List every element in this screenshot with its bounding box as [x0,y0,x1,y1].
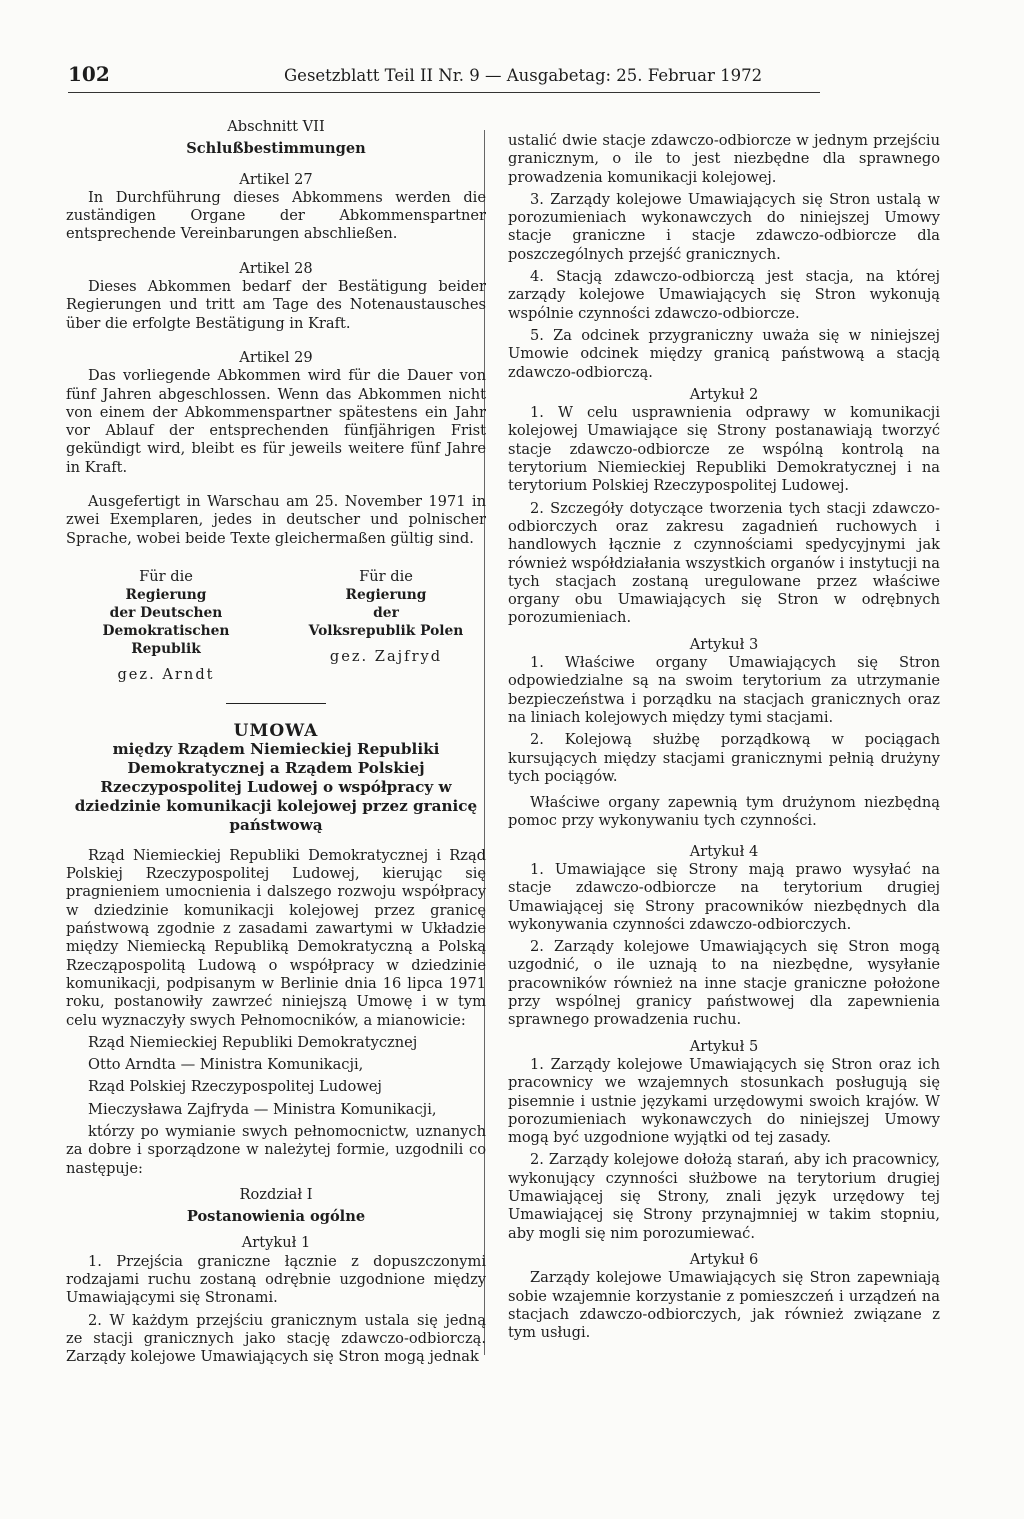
signature-gdr-line1: Regierung [125,587,207,604]
page-header [68,62,763,92]
umowa-subtitle: między Rządem Niemieckiej Republiki Demokratycznej a Rządem Polskiej Rzeczypospolitej Ludowej o współpracy w dziedzinie komunikacji kolejowej przez granicę państwową [74,739,478,834]
signature-poland-for: Für die [359,567,413,585]
plenipotentiary-4: Mieczysława Zajfryda — Ministra Komunikacji, [88,1100,437,1118]
signature-poland-line2: der [373,605,399,622]
article-1-title: Artykuł 1 [241,1234,311,1252]
article-28-text: Dieses Abkommen bedarf der Bestätigung beider Regierungen und tritt am Tage des Notenaustausches über die erfolgte Bestätigung in Kraft. [66,278,486,332]
page-number: 102 [68,62,110,86]
article-1-para-4: 4. Stacją zdawczo-odbiorczą jest stacja, na której zarządy kolejowe Umawiających się Stron wykonują wspólnie czynności zdawczo-odbiorcze. [508,268,940,322]
plenipotentiary-3: Rząd Polskiej Rzeczypospolitej Ludowej [88,1078,382,1096]
signature-poland-line1: Regierung [345,587,427,604]
article-1-para-5: 5. Za odcinek przygraniczny uważa się w niniejszej Umowie odcinek między granicą państwową a stacją zdawczo-odbiorczą. [508,326,940,381]
signature-block [66,568,486,685]
section-title: Abschnitt VII [227,118,325,135]
section-subtitle: Schlußbestimmungen [186,140,366,158]
chapter-number: Rozdział I [239,1185,313,1203]
article-4-para-2: 2. Zarządy kolejowe Umawiających się Stron mogą uzgodnić, o ile uznają to na niezbędne, wysyłanie pracowników również na inne stacje graniczne położone przy wspólnej granicy państwowej dla zapewnienia sprawnego prowadzenia ruchu. [508,938,940,1029]
article-1-para-2: 2. W każdym przejściu granicznym ustala się jedną ze stacji granicznych jako stację zdawczo-odbiorczą. Zarządy kolejowe Umawiających się Stron mogą jednak [66,1311,486,1366]
right-column [508,132,940,1342]
plenipotentiary-2: Otto Arndta — Ministra Komunikacji, [88,1056,364,1074]
article-5-para-1: 1. Zarządy kolejowe Umawiających się Stron oraz ich pracownicy we wzajemnych stosunkach posługują się pisemnie i ustnie językami urzędowymi swoich krajów. W porozumieniach wykonawczych do niniejszej Umowy mogą być uzgodnione wyjątki od tej zasady. [508,1055,940,1147]
article-4-para-1: 1. Umawiające się Strony mają prawo wysyłać na stacje zdawczo-odbiorcze na terytorium drugiej Umawiającej się Strony pracowników niezbędnych dla wykonywania czynności zdawczo-odbiorczych. [508,860,940,933]
article-28-title: Artikel 28 [239,259,313,277]
article-5-title: Artykuł 5 [689,1037,759,1055]
signature-poland-gez: gez. Zajfryd [329,648,443,666]
article-4-title: Artykuł 4 [689,842,759,860]
article-3-title: Artykuł 3 [689,635,759,653]
article-3-para-1: 1. Właściwe organy Umawiających się Stron odpowiedzialne są na swoim terytorium za utrzymanie bezpieczeństwa i porządku na stacjach granicznych oraz na liniach kolejowych między tymi stacjami. [508,654,940,726]
chapter-title: Postanowienia ogólne [186,1208,366,1226]
article-27-text: In Durchführung dieses Abkommens werden die zuständigen Organe der Abkommenspartner entsprechende Vereinbarungen abschließen. [66,188,486,243]
article-29-text: Das vorliegende Abkommen wird für die Dauer von fünf Jahren abgeschlossen. Wenn das Abkommen nicht von einem der Abkommenspartner spätestens ein Jahr vor Ablauf der entsprechenden fünfjährigen Frist gekündigt wird, bleibt es für jeweils weitere fünf Jahre in Kraft. [66,367,486,476]
article-3-para-3: Właściwe organy zapewnią tym drużynom niezbędną pomoc przy wykonywaniu tych czynności. [508,794,940,830]
article-27-title: Artikel 27 [239,170,313,188]
signature-gdr-for: Für die [139,567,193,585]
article-1-para-1: 1. Przejścia graniczne łącznie z dopuszczonymi rodzajami ruchu zostaną odrębnie uzgodnione między Umawiającymi się Stronami. [66,1252,486,1307]
preamble: Rząd Niemieckiej Republiki Demokratycznej i Rząd Polskiej Rzeczypospolitej Ludowej, kierując się pragnieniem umocnienia i dalszego rozwoju współpracy w dziedzinie komunikacji kolejowej przez granicę państwową zgodnie z zasadami zawartymi w Układzie między Niemiecką Republiką Demokratyczną a Polską Rzecząpospolitą Ludową o współpracy w dziedzinie komunikacji, podpisanym w Berlinie dnia 16 lipca 1971 roku, postanowiły zawrzeć niniejszą Umowę i w tym celu wyznaczyły swych Pełnomocników, a mianowicie: [66,846,486,1029]
signature-gdr-line3: Demokratischen Republik [102,623,230,658]
gazette-title: Gesetzblatt Teil II Nr. 9 — Ausgabetag: 25. Februar 1972 [284,66,763,85]
after-plenipotentiaries: którzy po wymianie swych pełnomocnictw, uznanych za dobre i sporządzone w należytej formie, uzgodnili co następuje: [66,1122,486,1177]
article-5-para-2: 2. Zarządy kolejowe dołożą starań, aby ich pracownicy, wykonujący czynności służbowe na terytorium drugiej Umawiającej się Strony, znali język urzędowy tej Umawiającej się Strony przynajmniej w takim stopniu, aby mogli się nim porozumiewać. [508,1151,940,1242]
article-3-para-2: 2. Kolejową służbę porządkową w pociągach kursujących między stacjami granicznymi pełnią drużyny tych pociągów. [508,731,940,785]
plenipotentiary-1: Rząd Niemieckiej Republiki Demokratycznej [88,1033,418,1051]
signature-gdr-gez: gez. Arndt [117,666,215,684]
header-rule [68,92,820,93]
umowa-title: UMOWA [233,720,319,741]
article-2-title: Artykuł 2 [689,385,759,403]
article-2-para-2: 2. Szczegóły dotyczące tworzenia tych stacji zdawczo-odbiorczych oraz zakresu zagadnień ruchowych i handlowych łącznie z czynnościami spedycyjnymi jak również współdziałania wszystkich organów i instytucji na tych stacjach zostaną uregulowane przez właściwe organy obu Umawiających się Stron w odrębnych porozumieniach. [508,499,940,627]
article-6-title: Artykuł 6 [689,1250,759,1268]
article-1-para-2-continued: ustalić dwie stacje zdawczo-odbiorcze w jednym przejściu granicznym, o ile to jest niezbędne dla sprawnego prowadzenia komunikacji kolejowej. [508,132,940,186]
article-2-para-1: 1. W celu usprawnienia odprawy w komunikacji kolejowej Umawiające się Strony postanawiają tworzyć stacje zdawczo-odbiorcze ze wspólną kontrolą na terytorium Niemieckiej Republiki Demokratycznej i na terytorium Polskiej Rzeczypospolitej Ludowej. [508,404,940,495]
article-6-para-1: Zarządy kolejowe Umawiających się Stron zapewniają sobie wzajemnie korzystanie z pomieszczeń i urządzeń na stacjach zdawczo-odbiorczych, jak również związane z tym usługi. [508,1269,940,1342]
signature-poland-line3: Volksrepublik Polen [308,623,464,640]
article-1-para-3: 3. Zarządy kolejowe Umawiających się Stron ustalą w porozumieniach wykonawczych do niniejszej Umowy stacje graniczne i stacje zdawczo-odbiorcze dla poszczególnych przejść granicznych. [508,190,940,263]
separator-rule [226,703,326,704]
signature-poland [286,568,486,685]
article-29-title: Artikel 29 [239,348,313,366]
left-column [66,118,486,1367]
signature-gdr [66,568,266,685]
executed-clause: Ausgefertigt in Warschau am 25. November 1971 in zwei Exemplaren, jedes in deutscher und polnischer Sprache, wobei beide Texte gleichermaßen gültig sind. [66,493,486,547]
signature-gdr-line2: der Deutschen [109,605,223,622]
